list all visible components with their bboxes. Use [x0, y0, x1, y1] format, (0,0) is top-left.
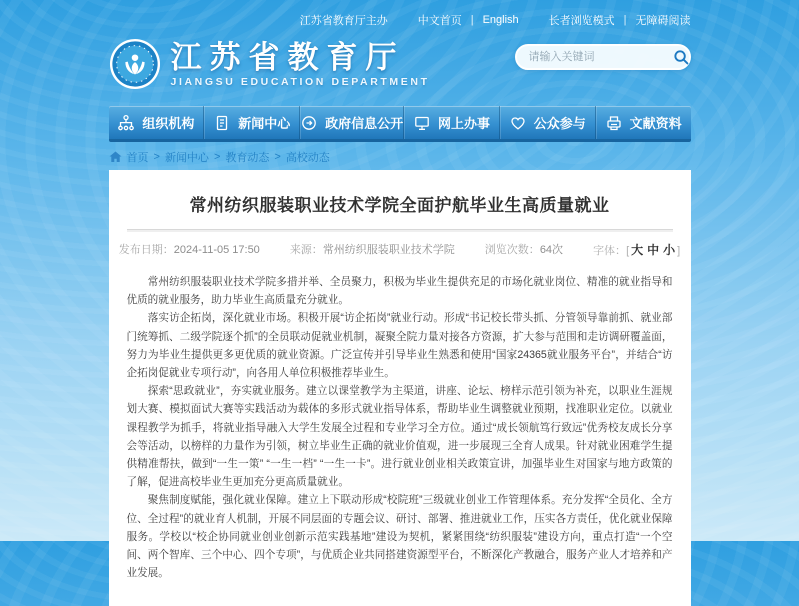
topbar-separator: | [623, 14, 627, 26]
title-divider [127, 229, 673, 232]
site-title-block [171, 41, 430, 88]
breadcrumb-link[interactable]: 新闻中心 [164, 152, 209, 164]
article-meta [118, 241, 681, 258]
article-paragraph: 探索“思政就业”，夯实就业服务。建立以课堂教学为主渠道，讲座、论坛、榜样示范引领为补充，以职业生涯规划大赛、模拟面试大赛等实践活动为载体的多形式就业指导体系，帮助毕业生调整就业预期，找准职业定位。以就业课程教学为抓手，将就业指导融入大学生发展全过程和专业学习全方位。通过“成长领航笃行致远”优秀校友成长分享会等活动，以榜样的力量作为引领，树立毕业生正确的就业价值观，进一步展现三全育人成果。针对就业困难学生提供精准帮扶，做到“一生一策” “一生一档” “一生一卡”。进行就业创业相关政策宣讲，加强毕业生对国家与地方政策的了解，促进高校毕业生更加充分更高质量就业。 [126, 385, 673, 489]
news-doc-icon [213, 114, 231, 132]
topbar-link[interactable]: 江苏省教育厅主办 [299, 15, 388, 27]
topbar-separator: | [470, 14, 474, 26]
breadcrumb [109, 149, 691, 165]
main-nav [109, 106, 691, 142]
site-search [515, 44, 691, 70]
article-paragraph: 常州纺织服装职业技术学院多措并举、全员聚力，积极为毕业生提供充足的市场化就业岗位、精准的就业指导和优质的就业服务，助力毕业生高质量充分就业。 [126, 276, 673, 307]
nav-item-label: 新闻中心 [238, 116, 291, 131]
nav-item-1[interactable] [109, 106, 204, 139]
article-paragraph: 聚焦制度赋能，强化就业保障。建立上下联动形成“校院班”三级就业创业工作管理体系。充分发挥“全员化、全方位、全过程”的就业育人机制，开展不同层面的专题会议、研讨、部署、推进就业工作，压实各方责任，优化就业保障服务。学校以“校企协同就业创业创新示范实践基地”建设为契机，紧紧围绕“纺织服装”建设方向，重点打造“一个空间、两个智库、三个中心、四个专项”，与优质企业共同搭建资源型平台，不断深化产教融合，服务产业人才培养和产业发展。 [126, 494, 673, 580]
bracket: [ [626, 245, 630, 257]
topbar-link[interactable]: 无障碍阅读 [635, 15, 691, 27]
breadcrumb-separator: > [213, 151, 221, 163]
nav-item-label: 组织机构 [142, 116, 195, 131]
topbar-link[interactable]: English [482, 14, 519, 26]
topbar [109, 0, 691, 28]
breadcrumb-link[interactable]: 首页 [126, 152, 149, 164]
font-size-button-中[interactable]: 中 [647, 243, 660, 257]
nav-item-5[interactable] [499, 106, 595, 139]
font-size-button-小[interactable]: 小 [663, 243, 676, 257]
search-icon[interactable] [673, 49, 690, 66]
org-chart-icon [117, 114, 135, 132]
topbar-group [300, 12, 388, 28]
home-icon [109, 151, 122, 163]
font-size-controls: 字体：[ 大 中 小 ] [593, 243, 681, 257]
site-title-en: JIANGSU EDUCATION DEPARTMENT [170, 75, 430, 88]
nav-item-label: 公众参与 [533, 116, 586, 131]
topbar-link[interactable]: 中文首页 [417, 15, 462, 27]
nav-item-label: 政府信息公开 [325, 116, 404, 131]
breadcrumb-current: 高校动态 [285, 152, 330, 164]
view-count: 浏览次数：64次 [484, 244, 564, 256]
publish-date: 发布日期：2024-11-05 17:50 [118, 244, 260, 256]
jiangsu-education-logo[interactable] [109, 38, 161, 90]
breadcrumb-separator: > [153, 151, 160, 163]
nav-item-label: 文献资料 [629, 116, 682, 131]
article-body [127, 273, 673, 582]
breadcrumb-separator: > [274, 151, 281, 163]
archive-icon [605, 114, 623, 132]
topbar-group [418, 12, 519, 28]
info-circle-icon [300, 114, 318, 132]
nav-item-2[interactable] [203, 106, 299, 139]
monitor-icon [413, 114, 431, 132]
nav-item-6[interactable] [595, 106, 691, 139]
bracket: ] [677, 245, 681, 257]
heart-icon [509, 114, 527, 132]
search-input[interactable] [527, 50, 673, 64]
article-source: 来源：常州纺织服装职业技术学院 [289, 244, 455, 256]
nav-item-4[interactable] [403, 106, 499, 139]
nav-item-label: 网上办事 [438, 116, 491, 131]
site-header [109, 32, 691, 96]
font-size-button-大[interactable]: 大 [631, 243, 644, 257]
article-paragraph: 落实访企拓岗，深化就业市场。积极开展“访企拓岗”就业行动。形成“书记校长带头抓、分管领导靠前抓、就业部门统筹抓、二级学院逐个抓”的全员联动促就业机制，凝聚全院力量对接各方资源，扩大参与范围和走访调研覆盖面，努力为毕业生提供更多更优质的就业资源。广泛宣传并引导毕业生熟悉和使用“国家24365就业服务平台”，并结合“访企拓岗促就业专项行动”，向各用人单位积极推荐毕业生。 [126, 312, 673, 380]
breadcrumb-link[interactable]: 教育动态 [225, 152, 270, 164]
article-title: 常州纺织服装职业技术学院全面护航毕业生高质量就业 [189, 196, 610, 215]
site-title: 江苏省教育厅 [170, 39, 405, 75]
topbar-group [549, 12, 691, 28]
topbar-link[interactable]: 长者浏览模式 [548, 15, 615, 27]
nav-item-3[interactable] [299, 106, 403, 139]
